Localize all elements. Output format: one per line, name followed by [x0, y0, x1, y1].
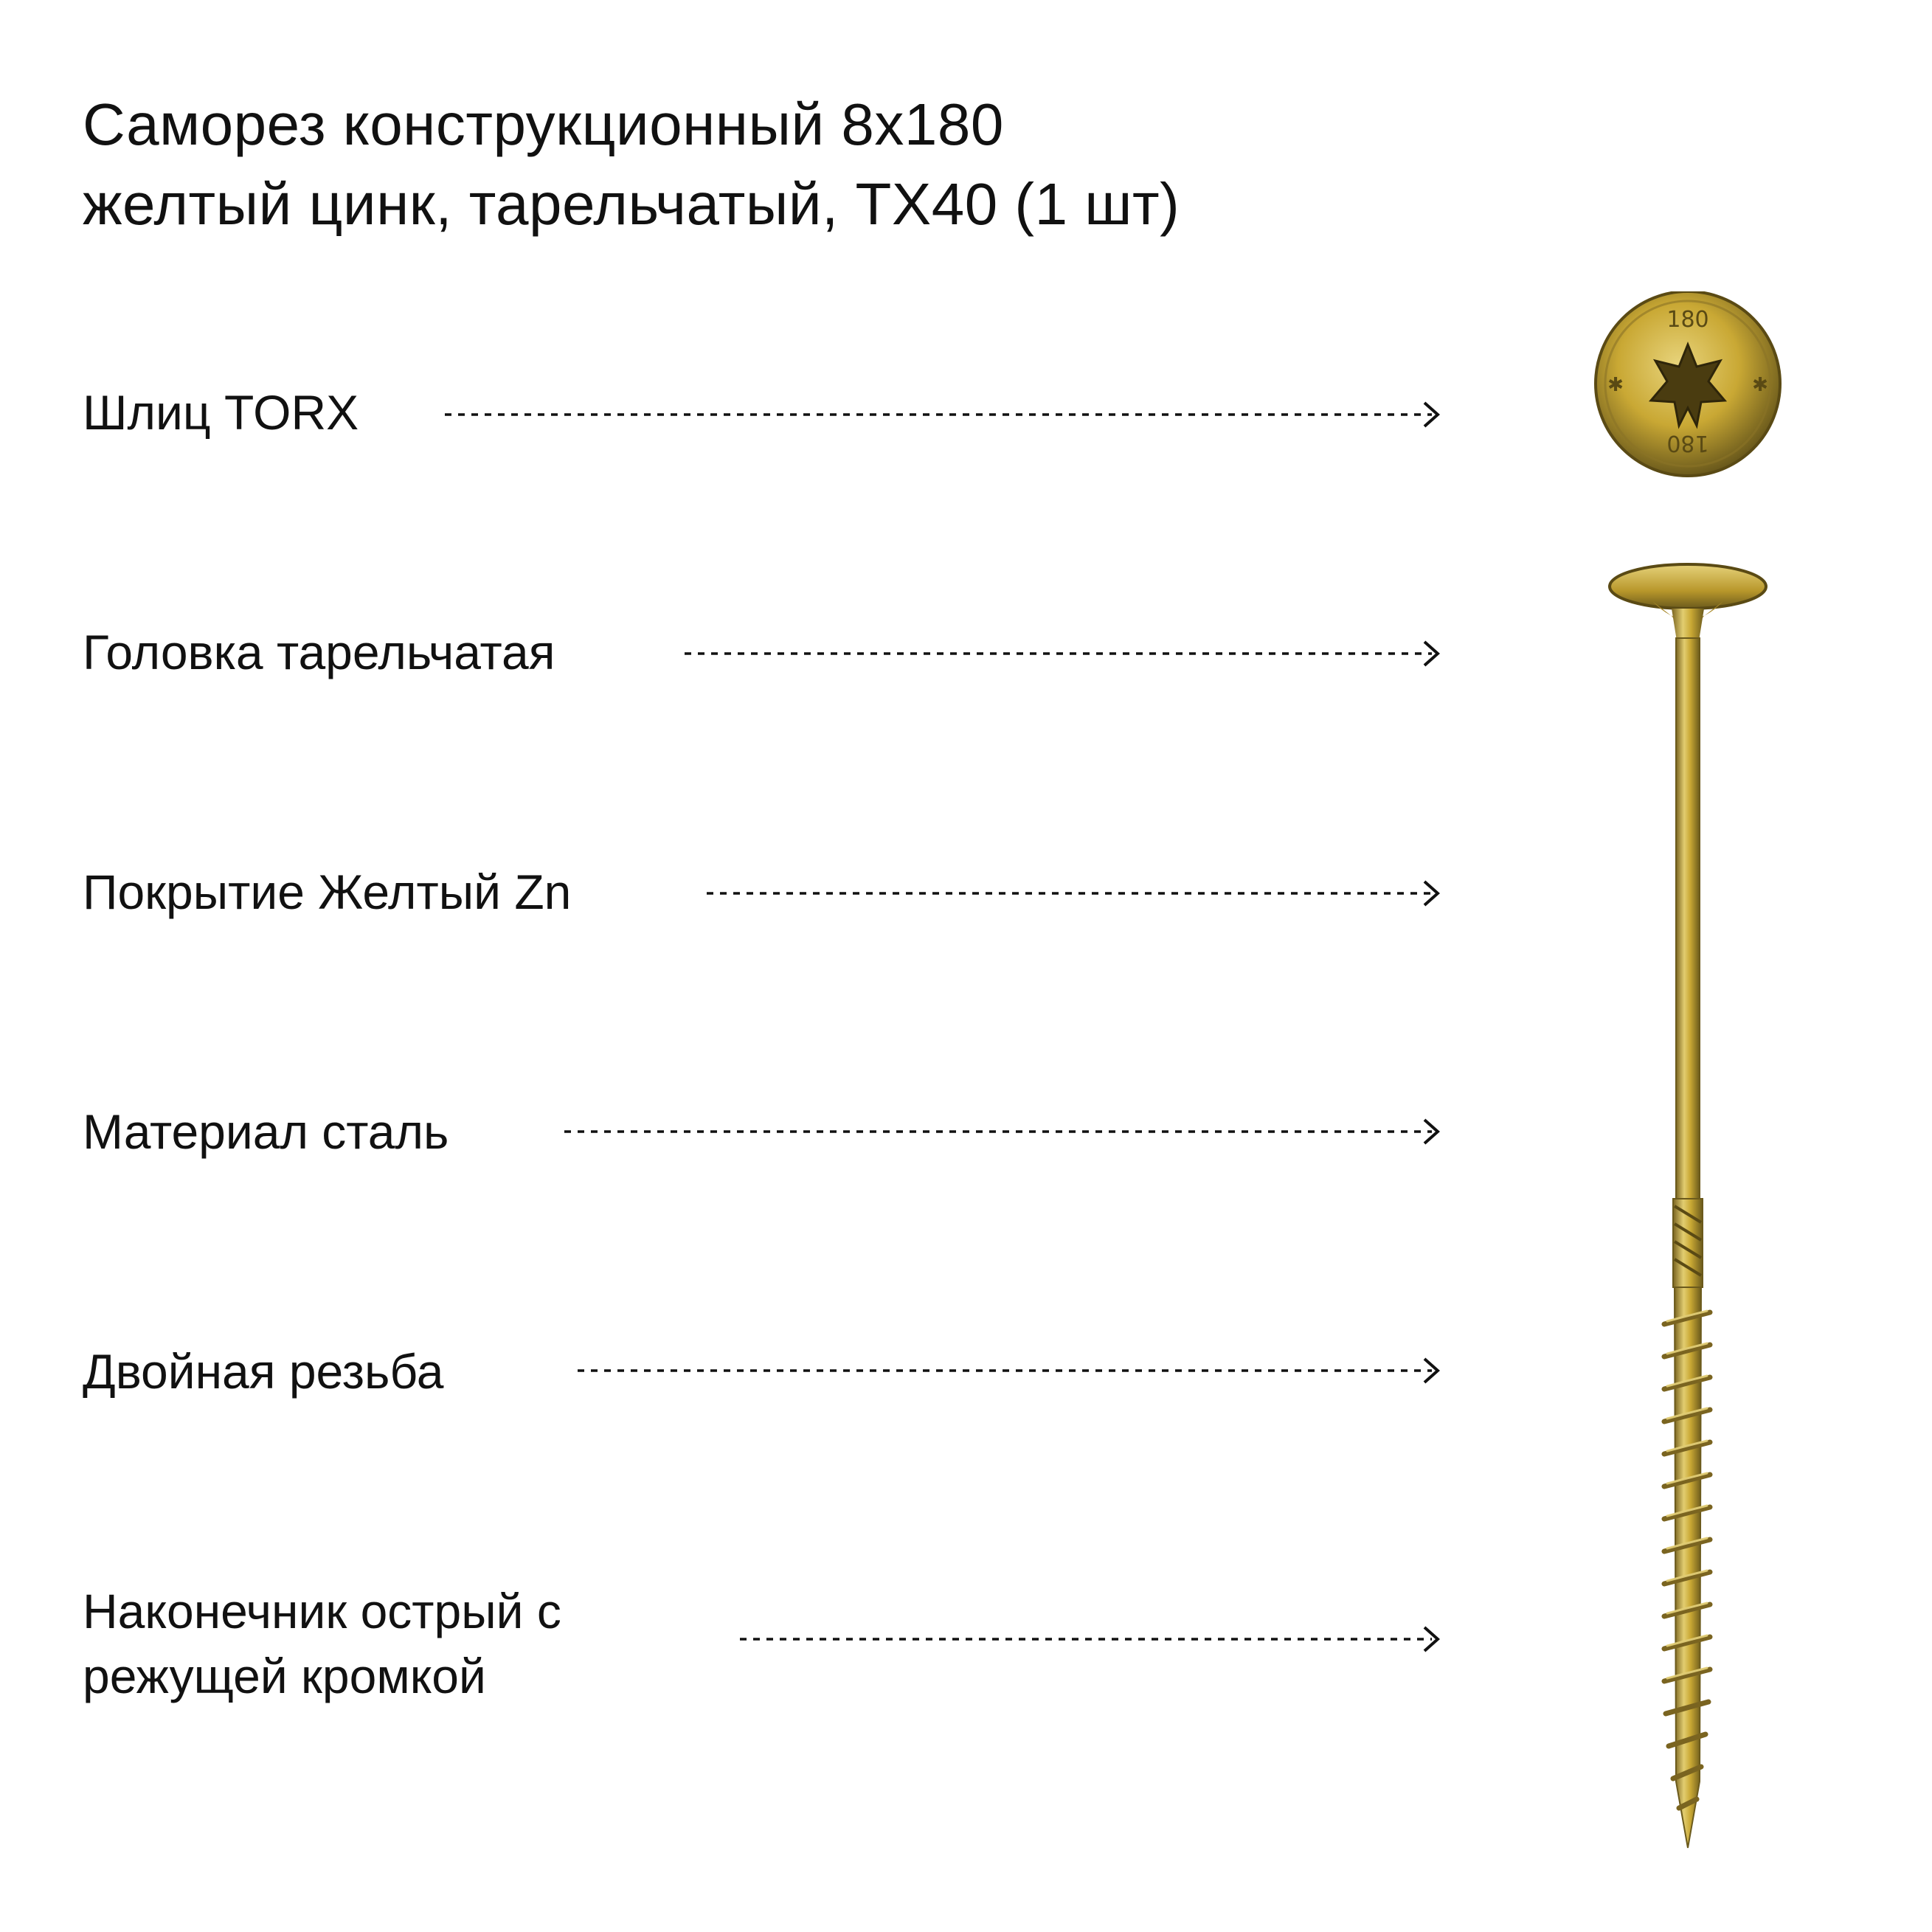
feature-label-tip-line-1: Наконечник острый с	[83, 1584, 561, 1638]
arrow-connector-thread	[578, 1348, 1441, 1393]
screw-illustration	[1564, 291, 1859, 1870]
product-title	[83, 85, 1558, 244]
star-mark-left-icon: ✱	[1607, 374, 1624, 396]
thread-section	[1664, 1287, 1710, 1848]
feature-label-tip-line-2: режущей кромкой	[83, 1649, 486, 1703]
screw-head-top-view	[1596, 291, 1780, 476]
feature-label-material: Материал сталь	[83, 1104, 449, 1159]
head-marking-bottom: 180	[1666, 430, 1709, 456]
feature-label-coating: Покрытие Желтый Zn	[83, 865, 572, 919]
arrow-connector-coating	[707, 871, 1441, 915]
feature-label-thread: Двойная резьба	[83, 1344, 444, 1399]
arrow-connector-head	[685, 631, 1441, 676]
product-title-line-1: Саморез конструкционный 8х180	[83, 91, 1004, 157]
arrow-connector-tip	[740, 1617, 1441, 1661]
feature-label-torx: Шлиц TORX	[83, 385, 359, 440]
arrow-connector-torx	[445, 392, 1441, 437]
head-marking-top: 180	[1666, 307, 1709, 333]
feature-label-tip	[83, 1579, 561, 1708]
product-title-line-2: желтый цинк, тарельчатый, ТХ40 (1 шт)	[83, 171, 1180, 237]
cutting-ribs	[1673, 1199, 1703, 1287]
screw-side-view	[1610, 564, 1766, 1848]
arrow-connector-material	[564, 1109, 1442, 1154]
feature-label-head: Головка тарельчатая	[83, 625, 555, 679]
star-mark-right-icon: ✱	[1752, 374, 1768, 396]
